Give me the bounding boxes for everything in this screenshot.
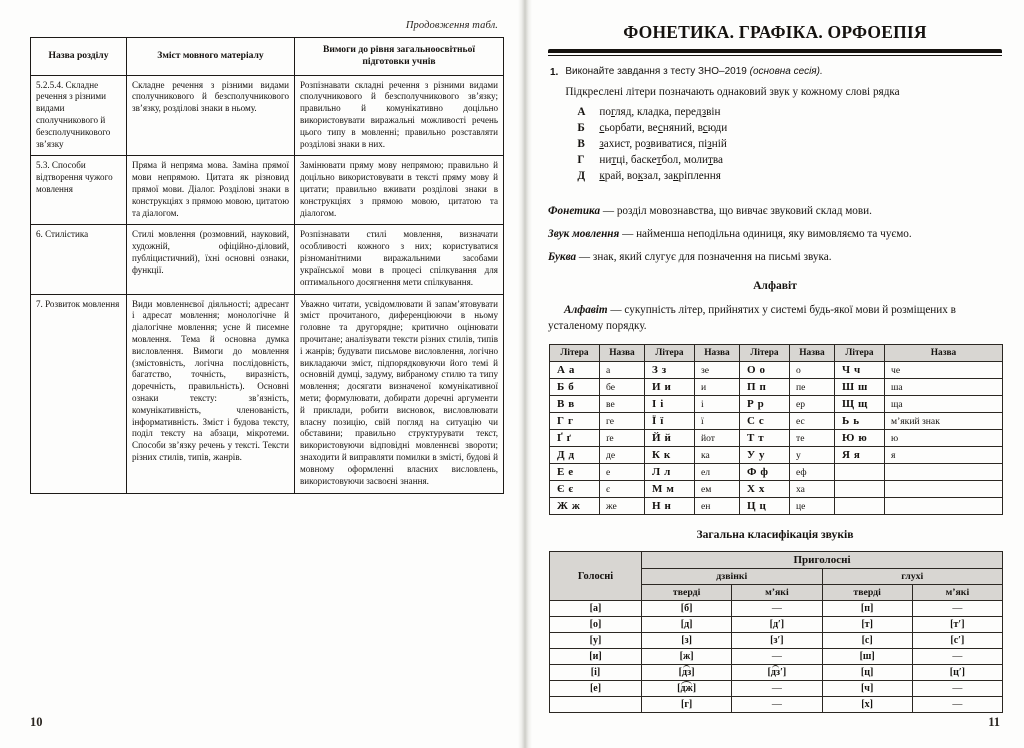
sounds-voiceless-soft-cell: [т′]: [912, 617, 1002, 633]
column-header-content: Зміст мовного матеріалу: [127, 38, 295, 76]
exercise-number: 1.: [550, 66, 559, 78]
option-letter: А: [577, 106, 586, 118]
sounds-voiced-soft-header: м’які: [732, 585, 822, 601]
alphabet-letter-cell: Ц ц: [740, 498, 790, 515]
alphabet-col-letter-2: Літера: [645, 345, 695, 362]
option-letter: Г: [577, 153, 585, 166]
alphabet-col-name-3: Назва: [790, 345, 835, 362]
affricate-tie-bar: дж: [680, 683, 693, 695]
alphabet-row: [550, 447, 1003, 464]
alphabet-name-cell: і: [695, 396, 740, 413]
alphabet-letter-cell: Р р: [740, 396, 790, 413]
sounds-voiced-soft-cell: [д′]: [732, 617, 822, 633]
alphabet-header-row: [550, 345, 1003, 362]
alphabet-name-cell: бе: [600, 379, 645, 396]
alphabet-letter-cell: Е е: [550, 464, 600, 481]
option-text: погляд, кладка, передзвін: [599, 106, 721, 118]
alphabet-row: [550, 413, 1003, 430]
sounds-voiced-soft-cell: —: [732, 697, 822, 713]
sounds-vowel-cell: [і]: [550, 665, 642, 681]
sounds-vowels-header: Голосні: [550, 552, 642, 601]
sounds-voiceless-hard-cell: [ч]: [822, 681, 912, 697]
table-row: [31, 156, 504, 225]
cell-content: Пряма й непряма мова. Заміна прямої мови непрямою. Цитата як різновид прямої мови. Діалог. Розділові знаки в конструкціях з прямою мовою, цитатою та діалогом.: [127, 156, 295, 225]
alphabet-letter-cell: Б б: [550, 379, 600, 396]
sounds-voiceless-hard-cell: [ш]: [822, 649, 912, 665]
alphabet-col-letter-3: Літера: [740, 345, 790, 362]
alphabet-name-cell: ї: [695, 413, 740, 430]
definition-body: розділ мовознавства, що вивчає звуковий склад мови.: [616, 204, 872, 217]
alphabet-name-cell: ел: [695, 464, 740, 481]
alphabet-name-cell: є: [600, 481, 645, 498]
alphabet-row: [550, 396, 1003, 413]
alphabet-letter-cell: Н н: [645, 498, 695, 515]
affricate-tie-bar: дз: [770, 667, 781, 679]
definition-body: найменша неподільна одиниця, яку вимовляємо та чуємо.: [636, 227, 912, 240]
cell-requirements: Розпізнавати стилі мовлення, визначати особливості кожного з них; користуватися різноманітними виражальними засобами української мови в процесі спілкування для оптимального досягнення мети спілкування.: [295, 225, 504, 294]
alphabet-name-cell: ен: [695, 498, 740, 515]
alphabet-table-body: [550, 362, 1003, 515]
title-rule-thick: [548, 49, 1002, 53]
sounds-voiced-hard-cell: [дж]: [642, 681, 732, 697]
table-row: [31, 75, 504, 156]
alphabet-name-cell: ге: [600, 413, 645, 430]
alphabet-letter-cell: З з: [645, 362, 695, 379]
page-number-left: 10: [30, 715, 43, 729]
alphabet-name-cell: че: [885, 362, 1003, 379]
alphabet-name-cell: [885, 481, 1003, 498]
alphabet-col-name-4: Назва: [885, 345, 1003, 362]
alphabet-letter-cell: Щ щ: [835, 396, 885, 413]
cell-section: 7. Розвиток мовлення: [31, 294, 127, 493]
alphabet-letter-cell: С с: [740, 413, 790, 430]
alphabet-letter-cell: Д д: [550, 447, 600, 464]
alphabet-name-cell: ем: [695, 481, 740, 498]
alphabet-letter-cell: Ш ш: [835, 379, 885, 396]
alphabet-letter-cell: Х х: [740, 481, 790, 498]
alphabet-letter-cell: Ь ь: [835, 413, 885, 430]
alphabet-name-cell: це: [790, 498, 835, 515]
alphabet-letter-cell: М м: [645, 481, 695, 498]
alphabet-name-cell: [885, 464, 1003, 481]
sounds-voiced-hard-header: тверді: [642, 585, 732, 601]
running-head: Продовження табл.: [405, 20, 498, 31]
definition-term: Фонетика: [548, 204, 601, 217]
option-letter: Д: [577, 169, 586, 182]
alphabet-letter-cell: К к: [645, 447, 695, 464]
alphabet-letter-cell: Я я: [835, 447, 885, 464]
answer-options: [565, 105, 1002, 185]
alphabet-letter-cell: Ґ ґ: [550, 430, 600, 447]
page-number-right: 11: [988, 715, 1000, 729]
instruction-session: (основна сесія).: [749, 66, 823, 77]
alphabet-name-cell: ес: [790, 413, 835, 430]
alphabet-letter-cell: Л л: [645, 464, 695, 481]
definition-alfavit: [548, 302, 1002, 335]
alphabet-name-cell: ґе: [600, 430, 645, 447]
option-text: сьорбати, весняний, всюди: [599, 121, 728, 134]
alphabet-name-cell: е: [600, 464, 645, 481]
alphabet-letter-cell: И и: [645, 379, 695, 396]
option-text: захист, розвиватися, пізній: [599, 137, 727, 150]
sounds-voiceless-soft-cell: —: [912, 649, 1002, 665]
cell-section: 5.3. Способи відтворення чужого мовлення: [31, 156, 127, 225]
sounds-classification-table: [549, 551, 1003, 713]
sounds-heading: Загальна класифікація звуків: [696, 528, 854, 542]
alphabet-name-cell: ха: [790, 481, 835, 498]
sounds-header-row-1: [550, 552, 1003, 569]
alphabet-name-cell: ве: [600, 396, 645, 413]
sounds-voiced-hard-cell: [г]: [642, 697, 732, 713]
sounds-voiced-hard-cell: [б]: [642, 601, 732, 617]
alphabet-name-cell: зе: [695, 362, 740, 379]
column-header-section: Назва розділу: [31, 38, 127, 76]
sounds-vowel-cell: [е]: [550, 681, 642, 697]
option-b[interactable]: [577, 121, 1002, 137]
alphabet-name-cell: я: [885, 447, 1003, 464]
sounds-table-body: [550, 601, 1003, 713]
alphabet-letter-cell: В в: [550, 396, 600, 413]
alphabet-table: [549, 344, 1003, 515]
alphabet-name-cell: у: [790, 447, 835, 464]
definition-bukva: [548, 249, 1002, 265]
sounds-voiceless-soft-cell: —: [912, 681, 1002, 697]
alphabet-letter-cell: О о: [740, 362, 790, 379]
sounds-voiced-soft-cell: [дз′]: [732, 665, 822, 681]
sounds-consonants-header: Приголосні: [642, 552, 1003, 569]
cell-content: Складне речення з різними видами сполучникового й безсполучникового зв’язку, розділові знаки в ньому.: [127, 75, 295, 156]
sounds-voiced-soft-cell: —: [732, 681, 822, 697]
alphabet-name-cell: ша: [885, 379, 1003, 396]
sounds-vowel-cell: [о]: [550, 617, 642, 633]
sounds-row: [550, 617, 1003, 633]
table-row: [31, 294, 504, 493]
alphabet-col-letter-1: Літера: [550, 345, 600, 362]
alphabet-heading: Алфавіт: [753, 278, 797, 292]
alphabet-row: [550, 379, 1003, 396]
affricate-tie-bar: дз: [682, 667, 692, 679]
alphabet-letter-cell: І і: [645, 396, 695, 413]
sounds-vowel-cell: [и]: [550, 649, 642, 665]
book-gutter: [518, 0, 532, 748]
alphabet-col-name-1: Назва: [600, 345, 645, 362]
option-text: край, вокзал, закріплення: [599, 169, 721, 182]
cell-content: Стилі мовлення (розмовний, науковий, художній, офіційно-діловий, публіцистичний), їхні основні ознаки, функції.: [127, 225, 295, 294]
sounds-voiceless-soft-cell: —: [912, 601, 1002, 617]
sounds-voiceless-hard-cell: [ц]: [822, 665, 912, 681]
curriculum-table-body: [31, 75, 504, 493]
alphabet-col-letter-4: Літера: [835, 345, 885, 362]
sounds-voiceless-soft-header: м’які: [912, 585, 1002, 601]
alphabet-name-cell: пе: [790, 379, 835, 396]
alphabet-letter-cell: Т т: [740, 430, 790, 447]
alphabet-letter-cell: [835, 481, 885, 498]
chapter-title: ФОНЕТИКА. ГРАФІКА. ОРФОЕПІЯ: [623, 22, 927, 42]
sounds-voiced-soft-cell: [з′]: [732, 633, 822, 649]
alphabet-letter-cell: А а: [550, 362, 600, 379]
definition-dash: —: [622, 227, 634, 240]
alphabet-letter-cell: Ж ж: [550, 498, 600, 515]
exercise-prompt: Підкреслені літери позначають однаковий звук у кожному слові рядка: [565, 86, 900, 98]
alphabet-letter-cell: Ї ї: [645, 413, 695, 430]
alphabet-letter-cell: Є є: [550, 481, 600, 498]
sounds-voiced-hard-cell: [ж]: [642, 649, 732, 665]
cell-requirements: Розпізнавати складні речення з різними видами сполучникового й безсполучникового зв’язку; правильно й комунікативно доцільно використовувати виражальні можливості речень цього типу в мовленні; правильно розставляти розділові знаки в них.: [295, 75, 504, 156]
sounds-voiceless-hard-cell: [п]: [822, 601, 912, 617]
option-h[interactable]: [577, 153, 1002, 169]
definition-term: Алфавіт: [564, 303, 608, 316]
cell-requirements: Замінювати пряму мову непрямою; правильно й доцільно використовувати в тексті пряму мову й цитати; правильно вживати розділові знаки в конструкціях з прямою мовою, цитатою та діалогом.: [295, 156, 504, 225]
alphabet-row: [550, 498, 1003, 515]
alphabet-letter-cell: П п: [740, 379, 790, 396]
sounds-voiced-hard-cell: [з]: [642, 633, 732, 649]
definition-zvuk-movlennya: [548, 226, 1002, 242]
sounds-voiced-soft-cell: —: [732, 601, 822, 617]
cell-content: Види мовленнєвої діяльності; адресант і адресат мовлення; монологічне й діалогічне мовлення; усне й писемне мовлення. Тема й основна думка висловлення. Вимоги до мовлення (змістовність, логічна послідовність, багатство, точність, виразність, доречність, правильність). Основні ознаки тексту: зв’язність, комунікативність, членованість, інформативність. Зміст і будова тексту, поділ тексту на абзаци, мікротеми. Способи зв’язку речень у тексті. Тексти різних стилів, типів, жанрів.: [127, 294, 295, 493]
alphabet-letter-cell: У у: [740, 447, 790, 464]
alphabet-letter-cell: Й й: [645, 430, 695, 447]
sounds-row: [550, 633, 1003, 649]
alphabet-name-cell: м’який знак: [885, 413, 1003, 430]
option-text: нитці, баскетбол, молитва: [599, 153, 723, 166]
sounds-vowel-cell: [550, 697, 642, 713]
sounds-voiceless-hard-cell: [т]: [822, 617, 912, 633]
option-letter: В: [577, 137, 585, 150]
title-rule-thin: [548, 55, 1002, 57]
option-letter: Б: [577, 121, 585, 134]
table-header-row: [31, 38, 504, 76]
sounds-row: [550, 681, 1003, 697]
alphabet-letter-cell: Ч ч: [835, 362, 885, 379]
curriculum-table: [30, 37, 504, 494]
sounds-row: [550, 649, 1003, 665]
alphabet-letter-cell: Ю ю: [835, 430, 885, 447]
definition-term: Звук мовлення: [548, 227, 620, 240]
cell-requirements: Уважно читати, усвідомлювати й запам’ятовувати зміст прочитаного, диференціюючи в ньому головне та другорядне; критично оцінювати прочитане; аналізувати тексти різних стилів, типів і жанрів; будувати письмове висловлення, логічно викладаючи зміст, підпорядковуючи його темі й основній думці, задуму, вибраному стилю та типу мовлення; досягати визначеної комунікативної мети; формулювати, добирати доречні аргументи й приклади, робити висновок, висловлювати власну позицію, свій погляд на ситуацію чи обставини; правильно структурувати текст, використовуючи відповідні мовленнєві звороти; знаходити й виправляти помилки в змісті, будові й мовному оформленні власних висловлень, використовуючи засвоєні знання.: [295, 294, 504, 493]
alphabet-row: [550, 362, 1003, 379]
table-row: [31, 225, 504, 294]
exercise-instruction: [565, 66, 1002, 77]
alphabet-name-cell: те: [790, 430, 835, 447]
alphabet-name-cell: ю: [885, 430, 1003, 447]
definition-dash: —: [602, 204, 615, 217]
definition-dash: —: [578, 251, 591, 264]
sounds-row: [550, 665, 1003, 681]
alphabet-letter-cell: Ф ф: [740, 464, 790, 481]
sounds-vowel-cell: [а]: [550, 601, 642, 617]
definition-body: знак, який слугує для позначення на письмі звука.: [592, 251, 832, 264]
definition-term: Буква: [548, 251, 577, 264]
cell-section: 5.2.5.4. Складне речення з різними видами сполучникового й безсполучникового зв’язку: [31, 75, 127, 156]
alphabet-col-name-2: Назва: [695, 345, 740, 362]
sounds-voiceless-soft-cell: [ц′]: [912, 665, 1002, 681]
instruction-text: Виконайте завдання з тесту ЗНО–2019: [565, 66, 750, 77]
alphabet-name-cell: и: [695, 379, 740, 396]
alphabet-name-cell: ер: [790, 396, 835, 413]
alphabet-name-cell: же: [600, 498, 645, 515]
alphabet-letter-cell: [835, 464, 885, 481]
alphabet-row: [550, 430, 1003, 447]
sounds-voiced-header: дзвінкі: [642, 569, 823, 585]
alphabet-name-cell: ща: [885, 396, 1003, 413]
sounds-row: [550, 601, 1003, 617]
alphabet-name-cell: йот: [695, 430, 740, 447]
alphabet-name-cell: ка: [695, 447, 740, 464]
sounds-voiceless-hard-cell: [х]: [822, 697, 912, 713]
alphabet-name-cell: а: [600, 362, 645, 379]
sounds-voiceless-soft-cell: [с′]: [912, 633, 1002, 649]
sounds-voiced-hard-cell: [дз]: [642, 665, 732, 681]
option-d[interactable]: [577, 169, 1002, 185]
exercise-body: [565, 66, 1002, 196]
definition-body: сукупність літер, прийнятих у системі будь-якої мови й розміщених в усталеному порядку.: [548, 303, 956, 332]
alphabet-name-cell: де: [600, 447, 645, 464]
sounds-voiceless-header: глухі: [822, 569, 1003, 585]
alphabet-name-cell: [885, 498, 1003, 515]
definition-dash: —: [610, 303, 622, 316]
sounds-voiced-soft-cell: —: [732, 649, 822, 665]
exercise-1: [550, 66, 1002, 196]
right-page: [532, 0, 1024, 748]
sounds-voiceless-hard-header: тверді: [822, 585, 912, 601]
alphabet-row: [550, 481, 1003, 498]
alphabet-letter-cell: [835, 498, 885, 515]
column-header-requirements: Вимоги до рівня загальноосвітньої підготовки учнів: [295, 38, 504, 76]
option-a[interactable]: [577, 105, 1002, 121]
sounds-row: [550, 697, 1003, 713]
sounds-vowel-cell: [у]: [550, 633, 642, 649]
definition-fonetyka: [548, 203, 1002, 219]
alphabet-name-cell: о: [790, 362, 835, 379]
cell-section: 6. Стилістика: [31, 225, 127, 294]
sounds-voiced-hard-cell: [д]: [642, 617, 732, 633]
alphabet-row: [550, 464, 1003, 481]
alphabet-letter-cell: Г г: [550, 413, 600, 430]
sounds-voiceless-soft-cell: —: [912, 697, 1002, 713]
option-v[interactable]: [577, 137, 1002, 153]
sounds-voiceless-hard-cell: [с]: [822, 633, 912, 649]
alphabet-name-cell: еф: [790, 464, 835, 481]
